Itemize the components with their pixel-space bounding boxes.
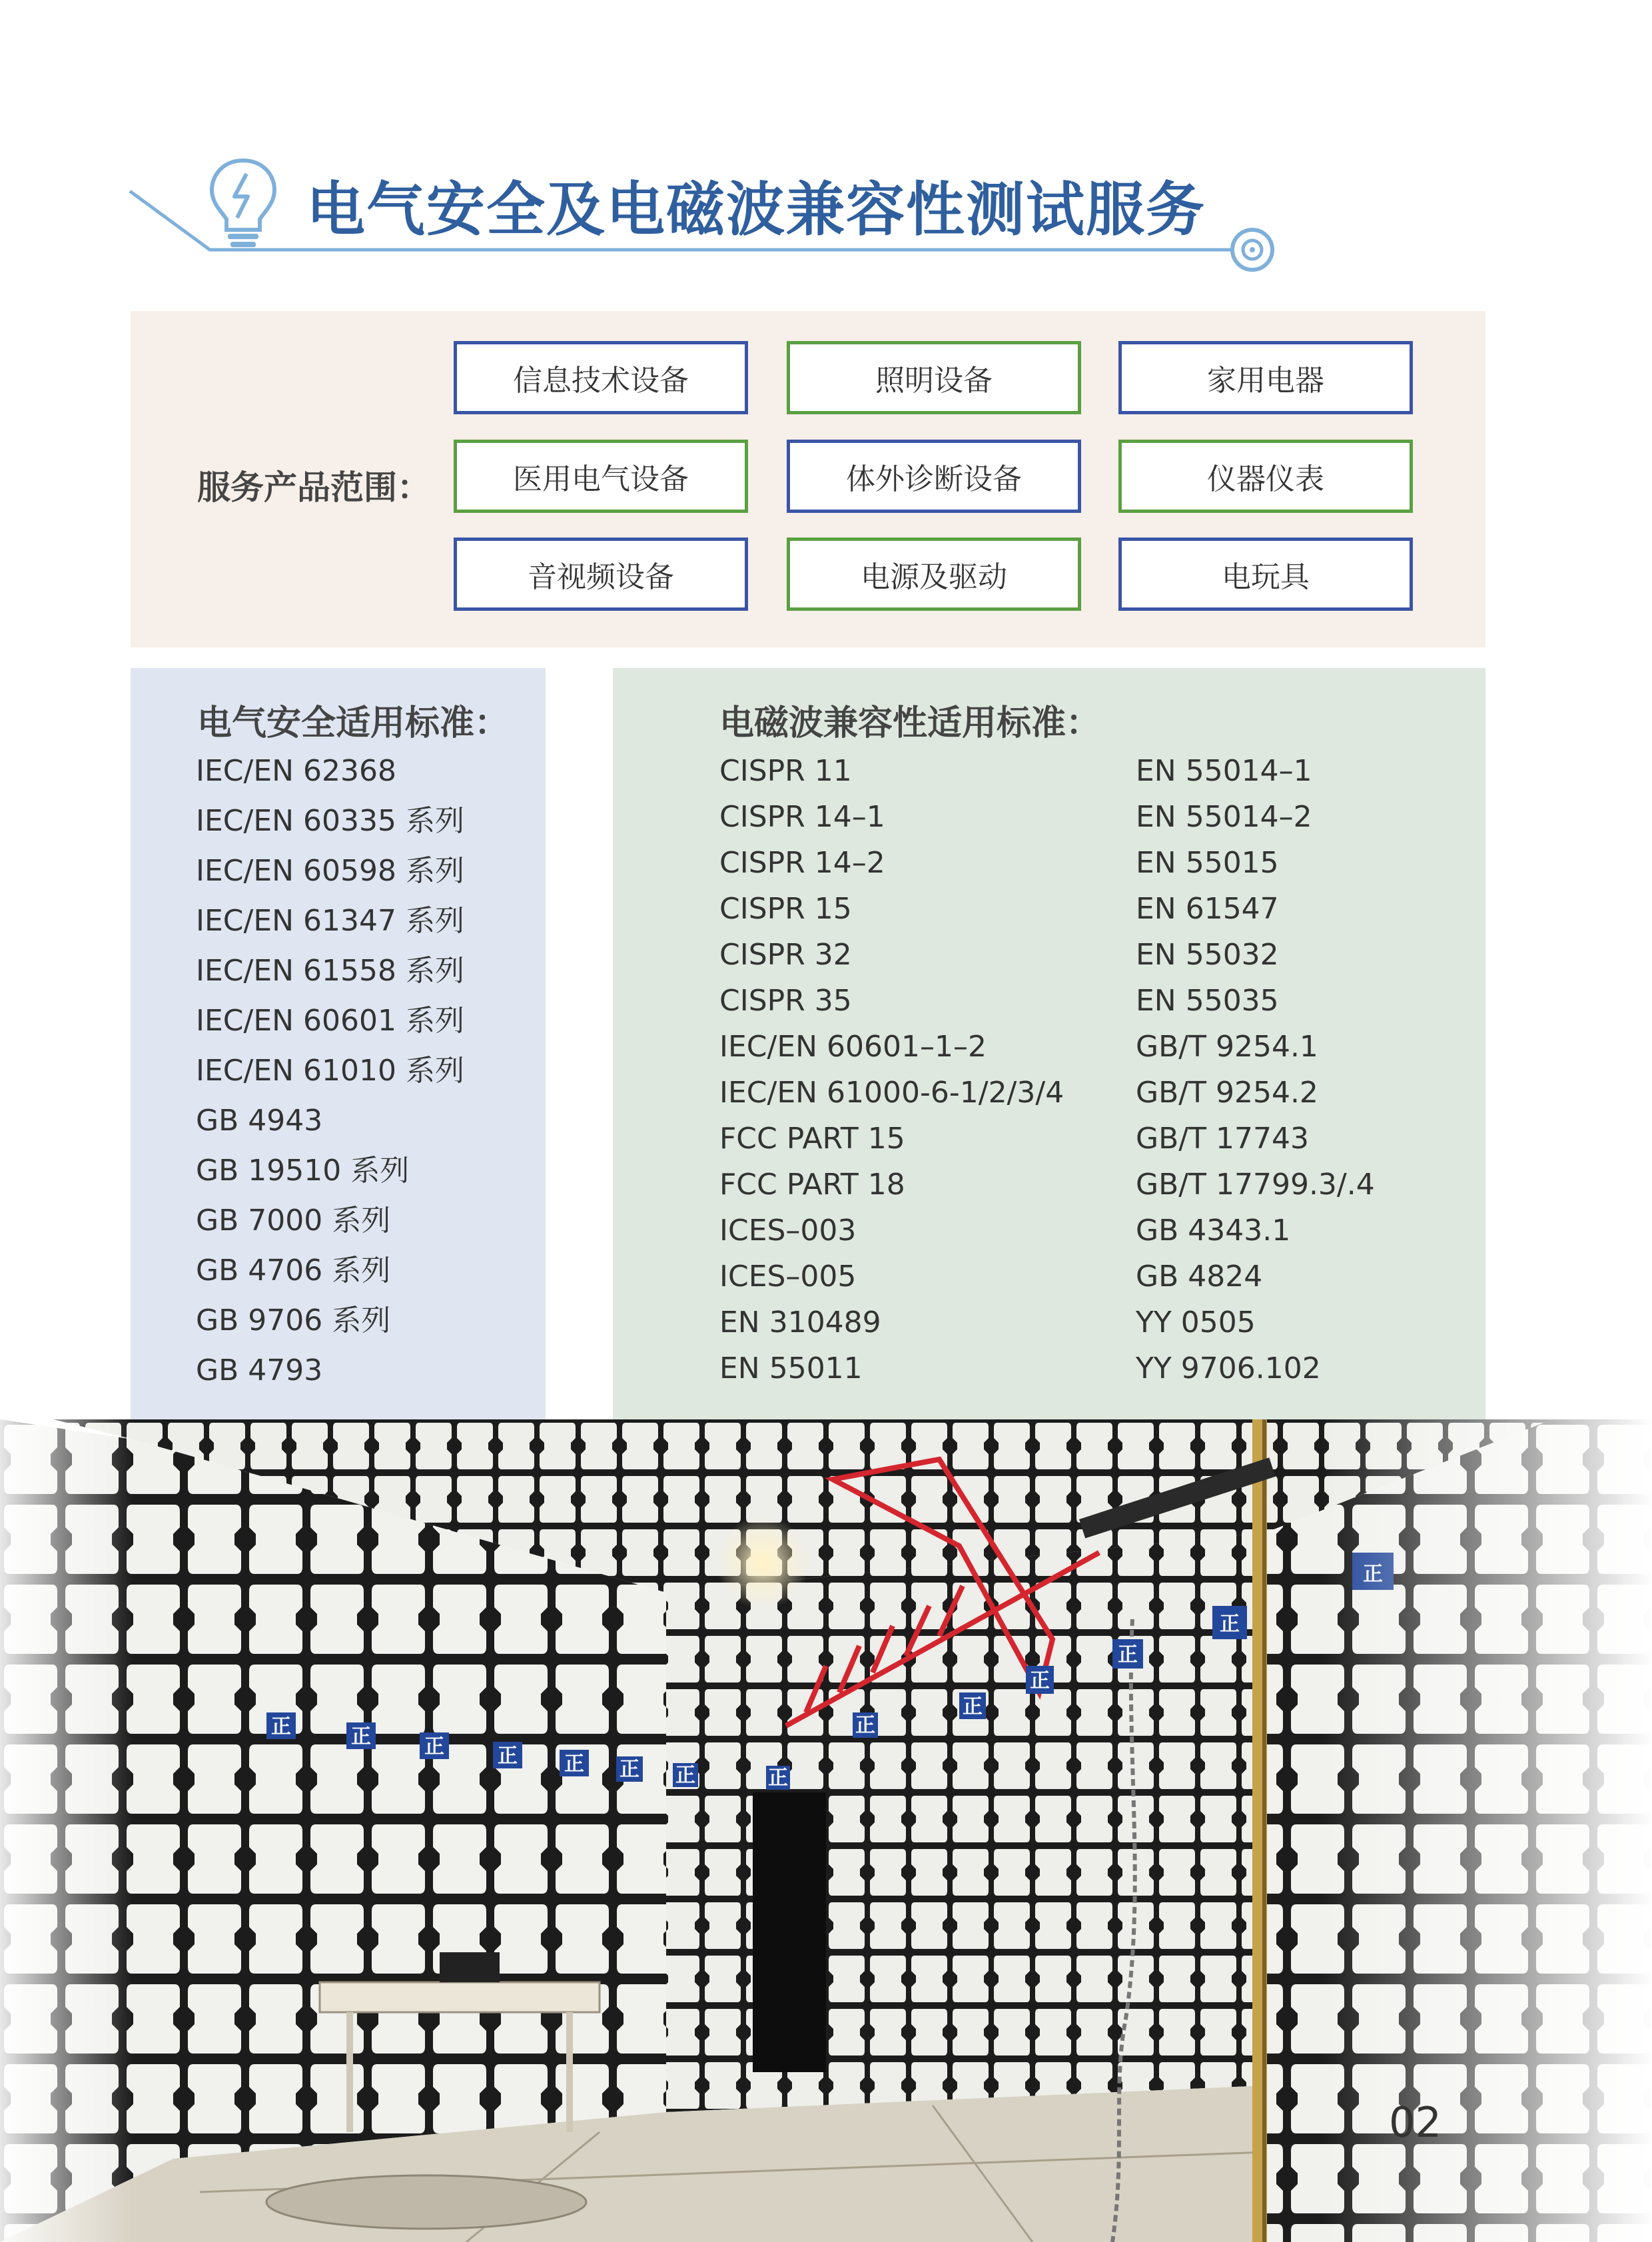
scope-item-it-equipment: 信息技术设备 — [454, 341, 748, 414]
list-item: GB 4343.1 — [1136, 1214, 1291, 1248]
list-item: CISPR 11 — [719, 754, 852, 788]
scope-item-lighting: 照明设备 — [787, 341, 1081, 414]
list-item: GB 4943 — [196, 1104, 323, 1138]
emc-standards-column-2 — [1136, 751, 1375, 1395]
emc-panel — [613, 668, 1485, 1419]
list-item: CISPR 35 — [719, 984, 852, 1018]
electrical-safety-panel — [131, 668, 546, 1419]
scope-item-medical: 医用电气设备 — [454, 440, 748, 513]
list-item: GB 4793 — [196, 1353, 323, 1387]
scope-item-ivd: 体外诊断设备 — [787, 440, 1081, 513]
list-item: EN 55014–1 — [1136, 754, 1312, 788]
list-item: EN 55014–2 — [1136, 800, 1312, 834]
list-item: EN 55035 — [1136, 984, 1279, 1018]
list-item: IEC/EN 61000-6-1/2/3/4 — [719, 1076, 1064, 1110]
electrical-safety-heading: 电气安全适用标准： — [197, 703, 510, 743]
list-item: GB 9706 系列 — [196, 1304, 391, 1337]
list-item: GB 4706 系列 — [196, 1254, 391, 1288]
list-item: GB 19510 系列 — [196, 1154, 410, 1188]
scope-item-audio-video: 音视频设备 — [454, 538, 748, 611]
list-item: IEC/EN 61347 系列 — [196, 904, 464, 938]
list-item: GB/T 17743 — [1136, 1122, 1309, 1156]
list-item: IEC/EN 60335 系列 — [196, 804, 464, 838]
list-item: IEC/EN 61010 系列 — [196, 1054, 464, 1088]
page-title: 电气安全及电磁波兼容性测试服务 — [306, 175, 1206, 244]
list-item: FCC PART 15 — [719, 1122, 905, 1156]
page-number: 02 — [1389, 2098, 1442, 2147]
list-item: IEC/EN 60598 系列 — [196, 854, 464, 888]
list-item: YY 9706.102 — [1136, 1351, 1321, 1385]
emc-standards-column-1 — [719, 751, 1064, 1395]
emc-heading: 电磁波兼容性适用标准： — [719, 703, 1101, 743]
scope-item-household: 家用电器 — [1118, 341, 1413, 414]
list-item: EN 61547 — [1136, 892, 1279, 926]
list-item: CISPR 14–1 — [719, 800, 885, 834]
list-item: GB/T 17799.3/.4 — [1136, 1168, 1375, 1202]
scope-item-electric-toys: 电玩具 — [1118, 538, 1413, 611]
list-item: EN 55015 — [1136, 846, 1279, 880]
list-item: EN 55011 — [719, 1351, 863, 1385]
electrical-safety-standards — [196, 751, 464, 1401]
list-item: ICES–005 — [719, 1260, 857, 1294]
list-item: EN 55032 — [1136, 938, 1279, 972]
list-item: IEC/EN 62368 — [196, 754, 396, 788]
scope-item-instruments: 仪器仪表 — [1118, 440, 1413, 513]
service-scope-panel — [131, 311, 1485, 647]
list-item: GB/T 9254.2 — [1136, 1076, 1318, 1110]
list-item: GB/T 9254.1 — [1136, 1030, 1318, 1064]
list-item: CISPR 14–2 — [719, 846, 885, 880]
list-item: IEC/EN 60601–1–2 — [719, 1030, 987, 1064]
title-block — [127, 143, 1292, 276]
service-scope-label: 服务产品范围： — [197, 468, 430, 507]
list-item: YY 0505 — [1136, 1306, 1256, 1339]
list-item: CISPR 15 — [719, 892, 852, 926]
list-item: GB 7000 系列 — [196, 1204, 391, 1238]
scope-item-power-supply: 电源及驱动 — [787, 538, 1081, 611]
lightbulb-icon — [206, 155, 280, 255]
list-item: CISPR 32 — [719, 938, 852, 972]
list-item: IEC/EN 60601 系列 — [196, 1004, 464, 1038]
list-item: IEC/EN 61558 系列 — [196, 954, 464, 988]
list-item: GB 4824 — [1136, 1260, 1263, 1294]
list-item: ICES–003 — [719, 1214, 857, 1248]
list-item: EN 310489 — [719, 1306, 881, 1339]
list-item: FCC PART 18 — [719, 1168, 905, 1202]
